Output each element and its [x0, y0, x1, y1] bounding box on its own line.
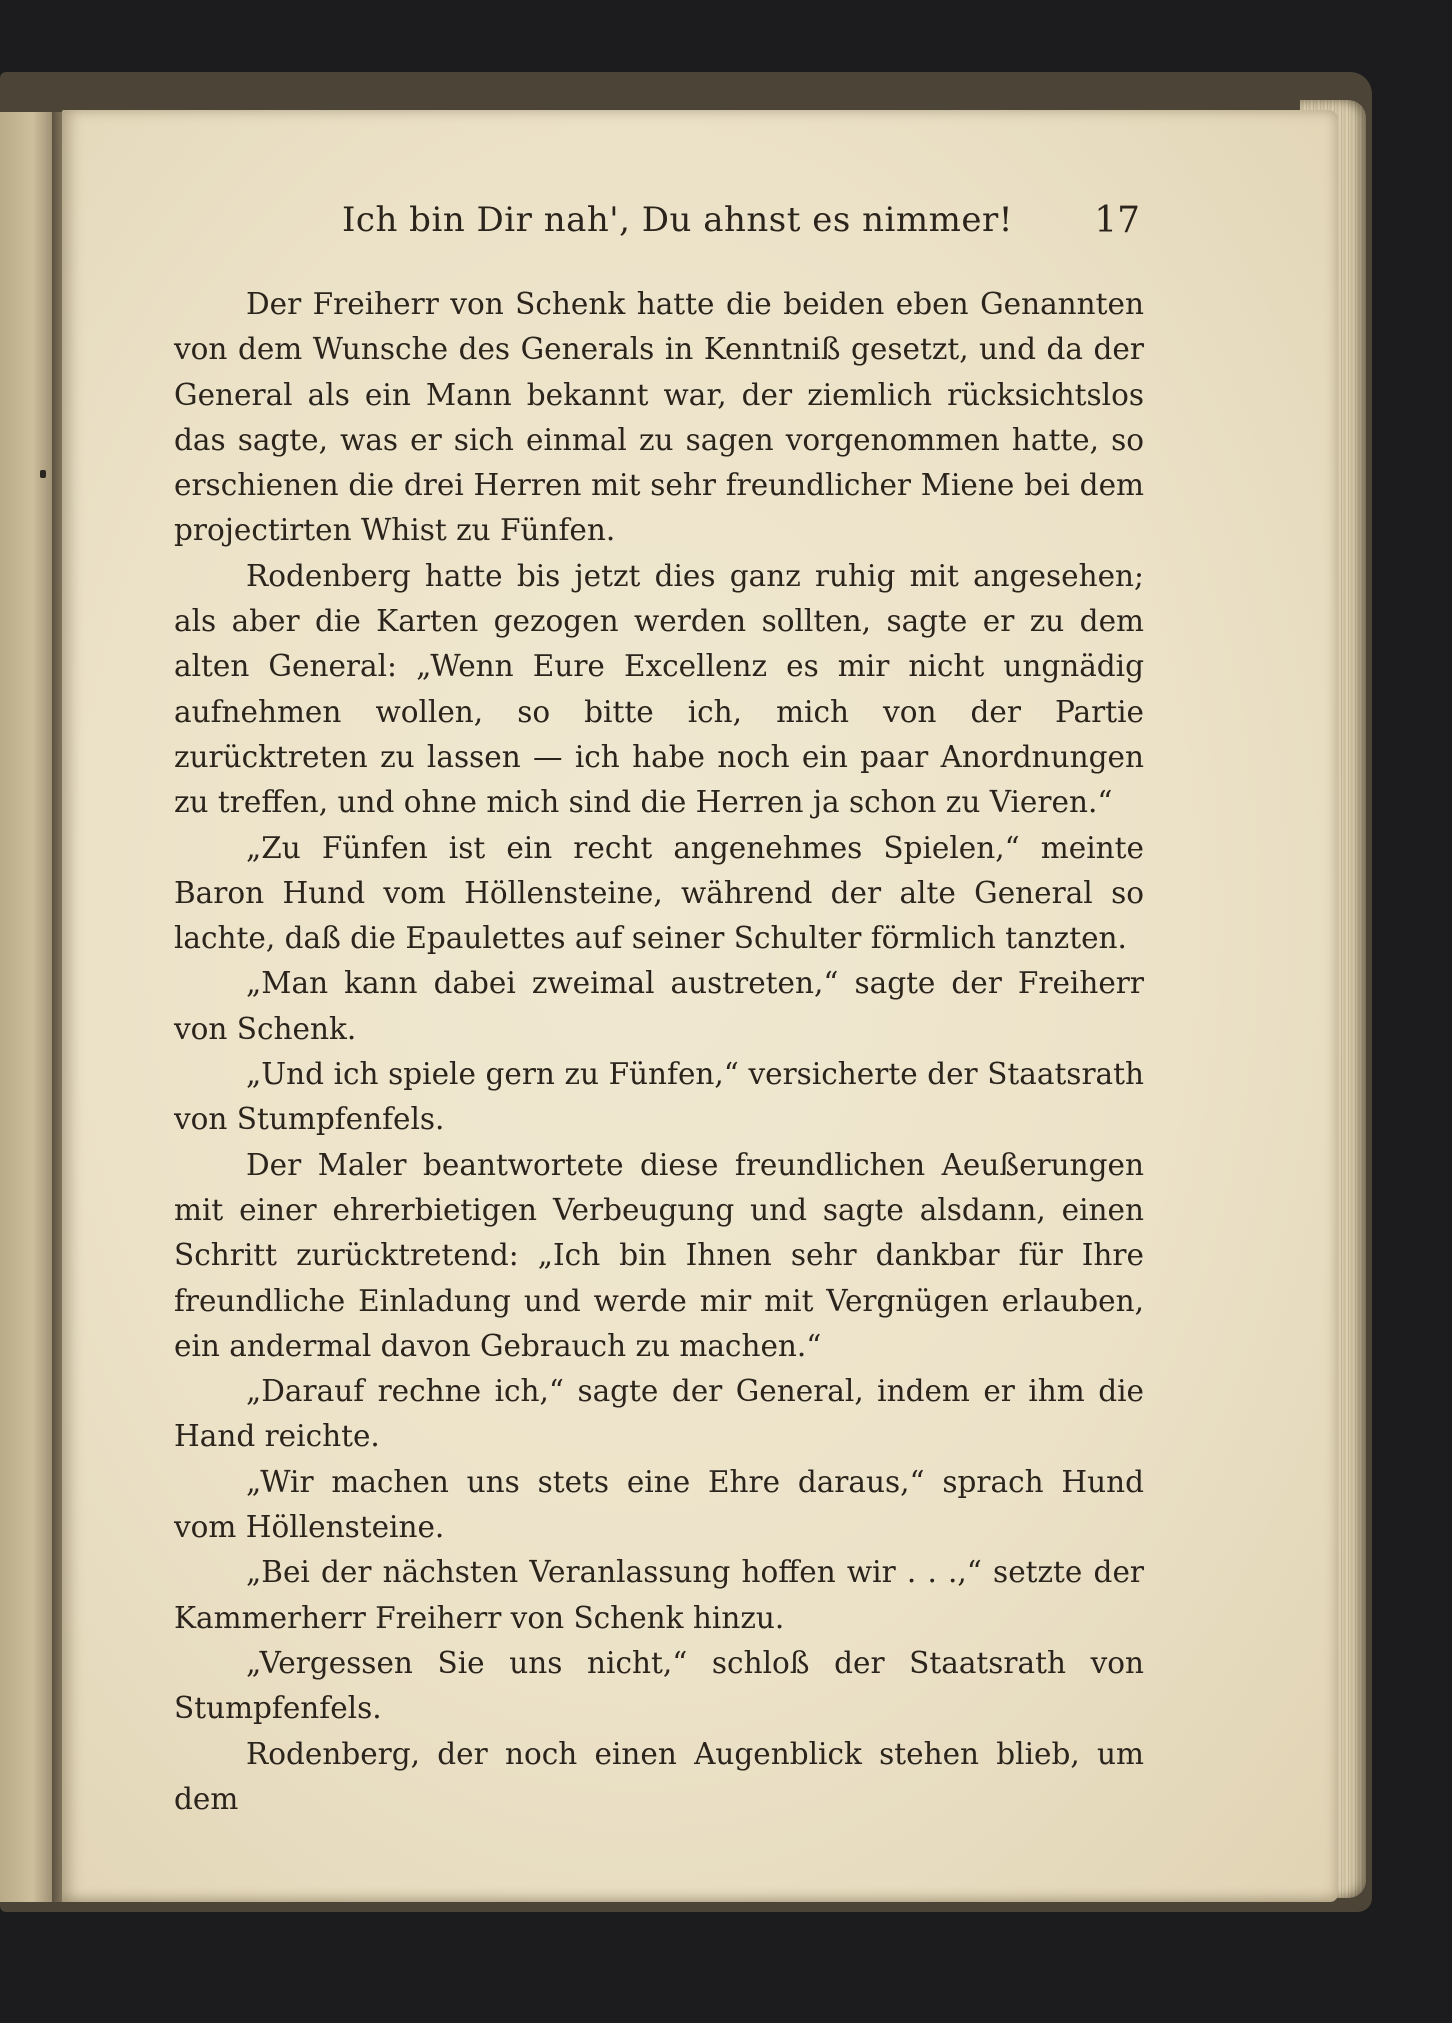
paragraph: Der Freiherr von Schenk hatte die beiden eben Genannten von dem Wunsche des Generals in Kenntniß gesetzt, und da der General als ein Mann bekannt war, der ziemlich rücksichtslos das sagte, was er sich einmal zu sagen vorgenommen hatte, so erschienen die drei Herren mit sehr freundlicher Miene bei dem projectirten Whist zu Fünfen. [174, 287, 1144, 548]
paragraph: „Zu Fünfen ist ein recht angenehmes Spielen,“ meinte Baron Hund vom Höllensteine, während der alte General so lachte, daß die Epaulettes auf seiner Schulter förmlich tanzten. [174, 830, 1144, 956]
paragraph: „Bei der nächsten Veranlassung hoffen wir . . .,“ setzte der Kammerherr Freiherr von Schenk hinzu. [174, 1555, 1144, 1635]
running-title: Ich bin Dir nah', Du ahnst es nimmer! [342, 200, 1013, 240]
page-number: 17 [1094, 200, 1140, 241]
paragraph: „Und ich spiele gern zu Fünfen,“ versicherte der Staatsrath von Stumpfenfels. [174, 1057, 1144, 1137]
paragraph: Rodenberg hatte bis jetzt dies ganz ruhig mit angesehen; als aber die Karten gezogen werden sollten, sagte er zu dem alten General: „Wenn Eure Excellenz es mir nicht ungnädig aufnehmen wollen, so bitte ich, mich von der Partie zurücktreten zu lassen — ich habe noch ein paar Anordnungen zu treffen, und ohne mich sind die Herren ja schon zu Vieren.“ [174, 558, 1144, 820]
paragraph: „Vergessen Sie uns nicht,“ schloß der Staatsrath von Stumpfenfels. [174, 1645, 1144, 1726]
paragraph: Der Maler beantwortete diese freundlichen Aeußerungen mit einer ehrerbietigen Verbeugung und sagte alsdann, einen Schritt zurücktretend: „Ich bin Ihnen sehr dankbar für Ihre freundliche Einladung und werde mir mit Vergnügen erlauben, ein andermal davon Gebrauch zu machen.“ [174, 1147, 1144, 1363]
running-head [110, 200, 1140, 250]
body-text [174, 282, 1144, 1822]
paragraph: „Man kann dabei zweimal austreten,“ sagte der Freiherr von Schenk. [174, 966, 1144, 1046]
facing-page-edge [0, 112, 60, 1902]
paragraph: Rodenberg, der noch einen Augenblick stehen blieb, um dem [174, 1736, 1144, 1816]
margin-mark [40, 470, 46, 478]
paragraph: „Darauf rechne ich,“ sagte der General, indem er ihm die Hand reichte. [174, 1374, 1144, 1454]
paragraph: „Wir machen uns stets eine Ehre daraus,“ sprach Hund vom Höllensteine. [174, 1464, 1144, 1545]
